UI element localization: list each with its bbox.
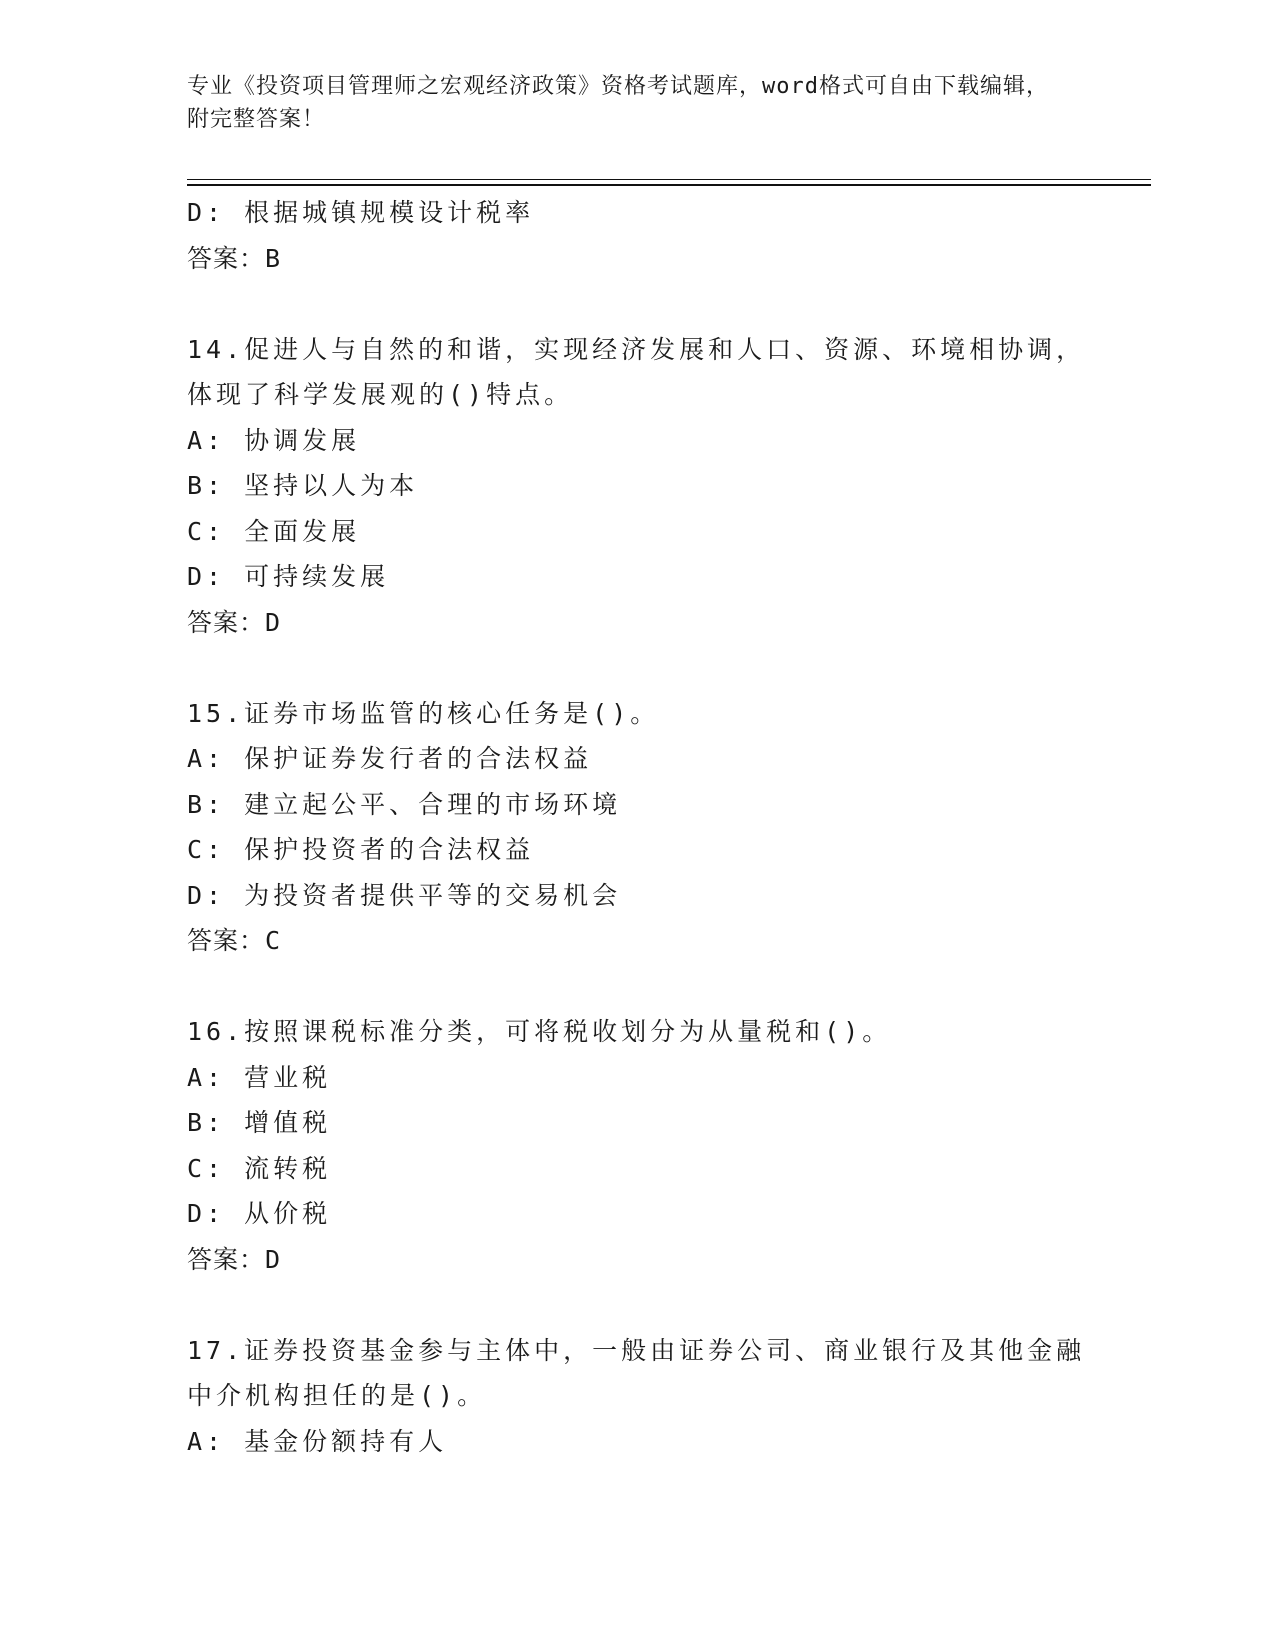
question-stem: 15.证券市场监管的核心任务是()。 bbox=[187, 698, 660, 728]
question-16 bbox=[187, 1009, 1087, 1282]
spacer bbox=[187, 1282, 1087, 1328]
spacer bbox=[187, 964, 1087, 1010]
question-stem-continued: 体现了科学发展观的()特点。 bbox=[187, 380, 574, 409]
question-14 bbox=[187, 327, 1087, 646]
answer-line: 答案：D bbox=[187, 1244, 282, 1274]
header-divider-thick bbox=[187, 184, 1151, 186]
option-a: A: 保护证券发行者的合法权益 bbox=[187, 744, 593, 773]
answer-line: 答案：D bbox=[187, 607, 282, 637]
spacer bbox=[187, 645, 1087, 691]
option-a: A: 协调发展 bbox=[187, 425, 361, 455]
option-d: D: 可持续发展 bbox=[187, 562, 390, 591]
question-17 bbox=[187, 1328, 1087, 1465]
question-stem-continued: 中介机构担任的是()。 bbox=[187, 1381, 487, 1410]
option-a: A: 基金份额持有人 bbox=[187, 1426, 448, 1456]
question-stem: 17.证券投资基金参与主体中，一般由证券公司、商业银行及其他金融 bbox=[187, 1335, 1086, 1365]
option-b: B: 增值税 bbox=[187, 1108, 332, 1137]
option-c: C: 流转税 bbox=[187, 1153, 332, 1183]
option-d: D: 为投资者提供平等的交易机会 bbox=[187, 880, 622, 910]
option-c: C: 保护投资者的合法权益 bbox=[187, 835, 535, 864]
option-c: C: 全面发展 bbox=[187, 516, 361, 546]
page-header: 专业《投资项目管理师之宏观经济政策》资格考试题库，word格式可自由下载编辑，附完整答案！ bbox=[187, 74, 1049, 132]
option-d: D: 从价税 bbox=[187, 1199, 332, 1228]
question-list bbox=[187, 190, 1087, 1464]
option-a: A: 营业税 bbox=[187, 1062, 332, 1092]
answer-line: 答案：C bbox=[187, 926, 282, 955]
option-d: D: 根据城镇规模设计税率 bbox=[187, 198, 535, 227]
answer-line: 答案：B bbox=[187, 243, 282, 273]
question-15 bbox=[187, 691, 1087, 964]
spacer bbox=[187, 281, 1087, 327]
question-stem: 16.按照课税标准分类，可将税收划分为从量税和()。 bbox=[187, 1017, 892, 1046]
option-b: B: 坚持以人为本 bbox=[187, 471, 419, 500]
question-stem: 14.促进人与自然的和谐，实现经济发展和人口、资源、环境相协调， bbox=[187, 334, 1086, 364]
option-b: B: 建立起公平、合理的市场环境 bbox=[187, 789, 622, 819]
header-divider-thin bbox=[187, 179, 1151, 180]
